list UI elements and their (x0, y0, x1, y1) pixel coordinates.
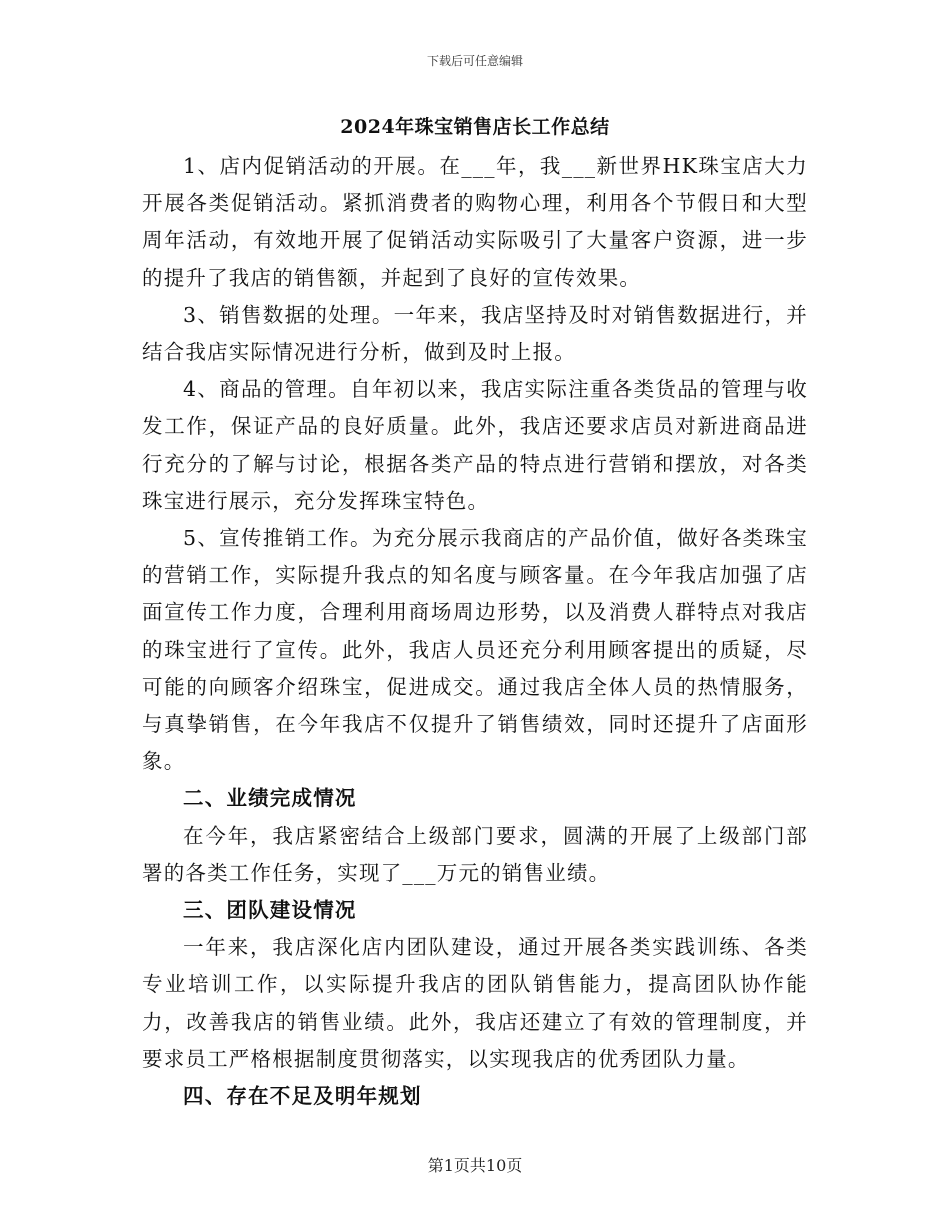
document-body (142, 148, 808, 1115)
section-heading-shortcomings: 四、存在不足及明年规划 (183, 1084, 422, 1109)
paragraph-marketing: 5、宣传推销工作。为充分展示我商店的产品价值，做好各类珠宝的营销工作，实际提升我点的知名度与顾客量。在今年我店加强了店面宣传工作力度，合理利用商场周边形势，以及消费人群特点对我店的珠宝进行了宣传。此外，我店人员还充分利用顾客提出的质疑，尽可能的向顾客介绍珠宝，促进成交。通过我店全体人员的热情服务，与真挚销售，在今年我店不仅提升了销售绩效，同时还提升了店面形象。 (142, 526, 808, 774)
paragraph-team: 一年来，我店深化店内团队建设，通过开展各类实践训练、各类专业培训工作，以实际提升我店的团队销售能力，提高团队协作能力，改善我店的销售业绩。此外，我店还建立了有效的管理制度，并要求员工严格根据制度贯彻落实，以实现我店的优秀团队力量。 (142, 935, 808, 1071)
paragraph-promotion: 1、店内促销活动的开展。在___年，我___新世界HK珠宝店大力开展各类促销活动。紧抓消费者的购物心理，利用各个节假日和大型周年活动，有效地开展了促销活动实际吸引了大量客户资源，进一步的提升了我店的销售额，并起到了良好的宣传效果。 (142, 154, 808, 290)
page-footer: 第1页共10页 (427, 1156, 523, 1175)
header-note: 下载后可任意编辑 (426, 54, 523, 68)
paragraph-sales-data: 3、销售数据的处理。一年来，我店坚持及时对销售数据进行，并结合我店实际情况进行分析，做到及时上报。 (142, 302, 808, 365)
section-heading-performance: 二、业绩完成情况 (183, 786, 357, 811)
document-title: 2024年珠宝销售店长工作总结 (340, 116, 610, 138)
paragraph-goods-management: 4、商品的管理。自年初以来，我店实际注重各类货品的管理与收发工作，保证产品的良好质量。此外，我店还要求店员对新进商品进行充分的了解与讨论，根据各类产品的特点进行营销和摆放，对各类珠宝进行展示，充分发挥珠宝特色。 (142, 377, 808, 513)
section-heading-team: 三、团队建设情况 (183, 898, 357, 923)
paragraph-performance: 在今年，我店紧密结合上级部门要求，圆满的开展了上级部门部署的各类工作任务，实现了___万元的销售业绩。 (142, 823, 808, 885)
